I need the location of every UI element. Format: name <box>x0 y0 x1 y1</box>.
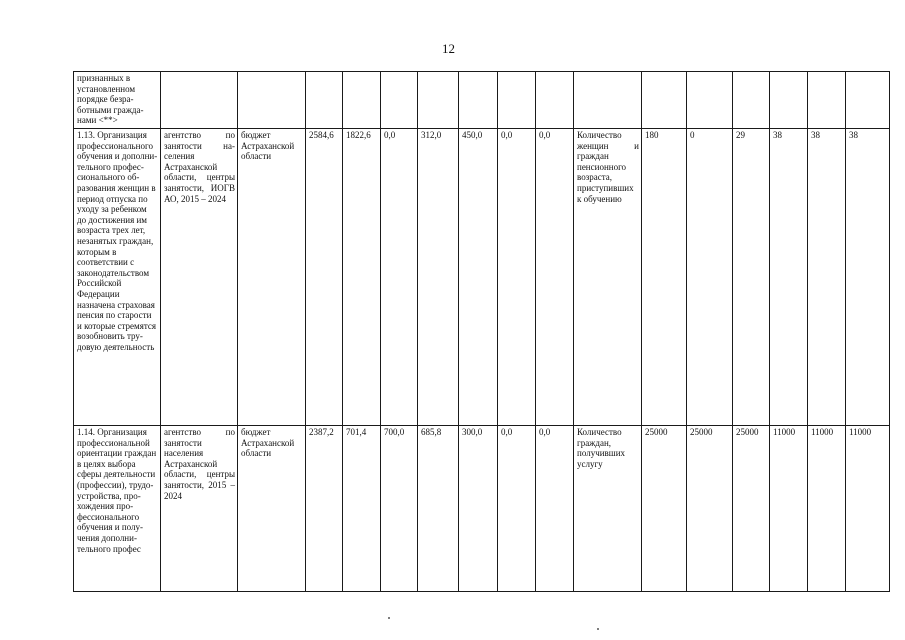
indicator-cell <box>574 72 642 129</box>
funding-year-cell: 1822,6 <box>343 129 381 426</box>
funding-source-cell <box>238 72 306 129</box>
scan-speck <box>388 617 390 619</box>
executor-cell: агентство по занятости населения Астраханской области, центры занятости, 2015 – 2024 <box>161 426 238 592</box>
indicator-cell: Количество граждан, получивших услугу <box>574 426 642 592</box>
funding-year-cell: 0,0 <box>498 129 536 426</box>
target-cell <box>846 72 890 129</box>
page-number: 12 <box>442 41 455 56</box>
funding-year-cell <box>381 72 418 129</box>
funding-year-cell: 0,0 <box>498 426 536 592</box>
scan-speck <box>597 628 599 630</box>
target-cell <box>808 72 846 129</box>
funding-year-cell <box>536 72 574 129</box>
target-cell <box>642 72 687 129</box>
target-cell <box>687 72 733 129</box>
funding-total-cell: 2387,2 <box>306 426 343 592</box>
funding-year-cell: 685,8 <box>418 426 459 592</box>
funding-year-cell: 0,0 <box>536 129 574 426</box>
funding-year-cell <box>459 72 498 129</box>
measure-cell: признанных в установленном порядке безработными гражданами <**> <box>74 72 161 129</box>
funding-total-cell <box>306 72 343 129</box>
target-cell: 25000 <box>687 426 733 592</box>
funding-year-cell: 300,0 <box>459 426 498 592</box>
table-row <box>74 129 890 426</box>
target-cell: 11000 <box>846 426 890 592</box>
measure-cell: 1.14. Организация профессиональной ориентации граждан в целях выбора сферы деятельности (профессии), трудоустройства, прохождения профессионального обучения и получения дополнительного профес <box>74 426 161 592</box>
funding-total-cell: 2584,6 <box>306 129 343 426</box>
target-cell <box>770 72 808 129</box>
target-cell: 38 <box>846 129 890 426</box>
funding-year-cell: 700,0 <box>381 426 418 592</box>
program-table <box>73 71 890 592</box>
target-cell: 25000 <box>642 426 687 592</box>
target-cell: 11000 <box>770 426 808 592</box>
target-cell: 11000 <box>808 426 846 592</box>
funding-source-cell: бюджет Астраханской области <box>238 129 306 426</box>
measure-cell: 1.13. Организация профессионального обучения и дополнительного профессионального образования женщин в период отпуска по уходу за ребенком до достижения им возраста трех лет, незанятых граждан, которым в соответствии с законодательством Российской Федерации назначена страховая пенсия по старости и которые стремятся возобновить трудовую деятельность <box>74 129 161 426</box>
funding-year-cell: 0,0 <box>381 129 418 426</box>
funding-year-cell: 0,0 <box>536 426 574 592</box>
table-row <box>74 426 890 592</box>
target-cell: 0 <box>687 129 733 426</box>
target-cell: 25000 <box>733 426 770 592</box>
table-row <box>74 72 890 129</box>
funding-year-cell <box>418 72 459 129</box>
funding-year-cell: 701,4 <box>343 426 381 592</box>
funding-year-cell <box>343 72 381 129</box>
funding-year-cell <box>498 72 536 129</box>
funding-year-cell: 312,0 <box>418 129 459 426</box>
target-cell <box>733 72 770 129</box>
target-cell: 180 <box>642 129 687 426</box>
target-cell: 29 <box>733 129 770 426</box>
funding-source-cell: бюджет Астраханской области <box>238 426 306 592</box>
executor-cell <box>161 72 238 129</box>
funding-year-cell: 450,0 <box>459 129 498 426</box>
target-cell: 38 <box>808 129 846 426</box>
indicator-cell: Количество женщин и граждан пенсионного возраста, приступивших к обучению <box>574 129 642 426</box>
executor-cell: агентство по занятости населения Астраханской области, центры занятости, ИОГВ АО, 2015 – 2024 <box>161 129 238 426</box>
target-cell: 38 <box>770 129 808 426</box>
